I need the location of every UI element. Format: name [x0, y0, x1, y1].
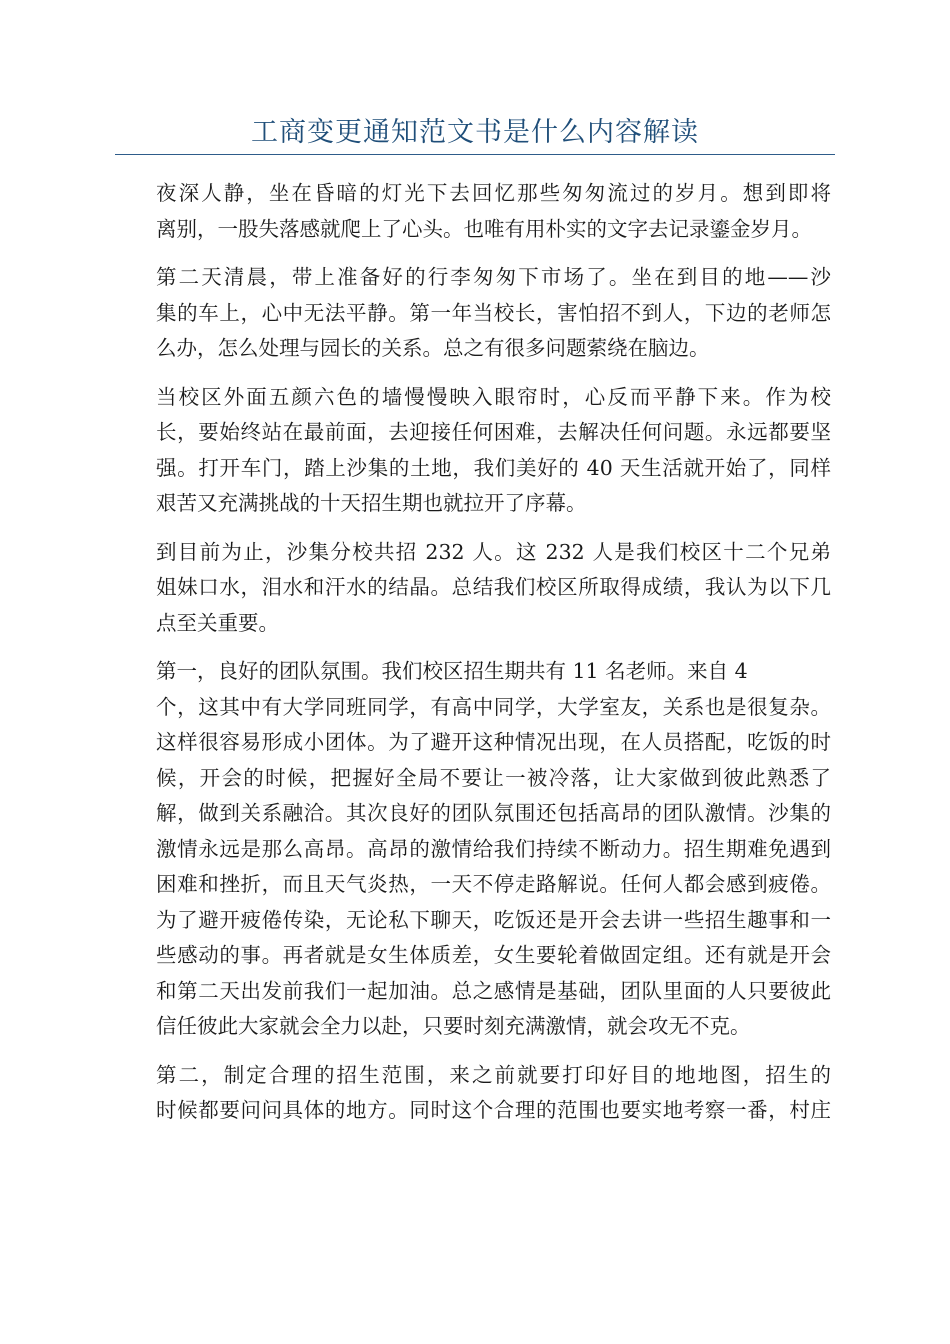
text-line: 和第二天出发前我们一起加油。总之感情是基础，团队里面的人只要彼此	[156, 978, 831, 1003]
document-body	[115, 176, 831, 1142]
paragraph-6	[115, 1058, 831, 1129]
paragraph-2	[115, 260, 831, 367]
text-line: 第二天清晨，带上准备好的行李匆匆下市场了。坐在到目的地——沙	[156, 265, 831, 289]
paragraph-5	[115, 654, 831, 1045]
paragraph-3	[115, 380, 831, 522]
text-line: 时候都要问问具体的地方。同时这个合理的范围也要实地考察一番，村庄	[156, 1098, 831, 1122]
text-line: 这样很容易形成小团体。为了避开这种情况出现，在人员搭配，吃饭的时	[156, 730, 831, 754]
text-line: 信任彼此大家就会全力以赴，只要时刻充满激情，就会攻无不克。	[156, 1014, 751, 1038]
text-line: 么办，怎么处理与园长的关系。总之有很多问题萦绕在脑边。	[156, 336, 710, 360]
text-line: 姐妹口水，泪水和汗水的结晶。总结我们校区所取得成绩，我认为以下几	[156, 575, 831, 599]
text-line: 个，这其中有大学同班同学，有高中同学，大学室友，关系也是很复杂。	[156, 694, 831, 719]
text-line: 为了避开疲倦传染，无论私下聊天，吃饭还是开会去讲一些招生趣事和一	[156, 907, 831, 932]
text-line: 夜深人静，坐在昏暗的灯光下去回忆那些匆匆流过的岁月。想到即将	[156, 181, 831, 205]
document-title: 工商变更通知范文书是什么内容解读	[251, 117, 699, 148]
text-line: 激情永远是那么高昂。高昂的激情给我们持续不断动力。招生期难免遇到	[156, 836, 831, 861]
text-line: 困难和挫折，而且天气炎热，一天不停走路解说。任何人都会感到疲倦。	[156, 872, 831, 896]
text-line: 候，开会的时候，把握好全局不要让一被冷落，让大家做到彼此熟悉了	[156, 765, 831, 790]
text-line: 离别，一股失落感就爬上了心头。也唯有用朴实的文字去记录鎏金岁月。	[156, 216, 812, 241]
text-line: 当校区外面五颜六色的墙慢慢映入眼帘时，心反而平静下来。作为校	[156, 384, 831, 409]
text-line: 第二，制定合理的招生范围，来之前就要打印好目的地地图，招生的	[156, 1062, 831, 1087]
text-line: 长，要始终站在最前面，去迎接任何困难，去解决任何问题。永远都要坚	[156, 420, 831, 444]
title-underline	[115, 154, 835, 155]
text-line: 艰苦又充满挑战的十天招生期也就拉开了序幕。	[156, 491, 587, 515]
text-line: 到目前为止，沙集分校共招 232 人。这 232 人是我们校区十二个兄弟	[156, 539, 831, 564]
paragraph-1	[115, 176, 831, 247]
text-line: 解，做到关系融洽。其次良好的团队氛围还包括高昂的团队激情。沙集的	[156, 801, 831, 825]
text-line: 强。打开车门，踏上沙集的土地，我们美好的 40 天生活就开始了，同样	[156, 455, 831, 480]
text-line: 集的车上，心中无法平静。第一年当校长，害怕招不到人，下边的老师怎	[156, 300, 831, 325]
paragraph-4	[115, 535, 831, 642]
text-line: 些感动的事。再者就是女生体质差，女生要轮着做固定组。还有就是开会	[156, 943, 831, 967]
text-line: 第一，良好的团队氛围。我们校区招生期共有 11 名老师。来自 4	[156, 659, 748, 683]
text-line: 点至关重要。	[156, 610, 279, 635]
